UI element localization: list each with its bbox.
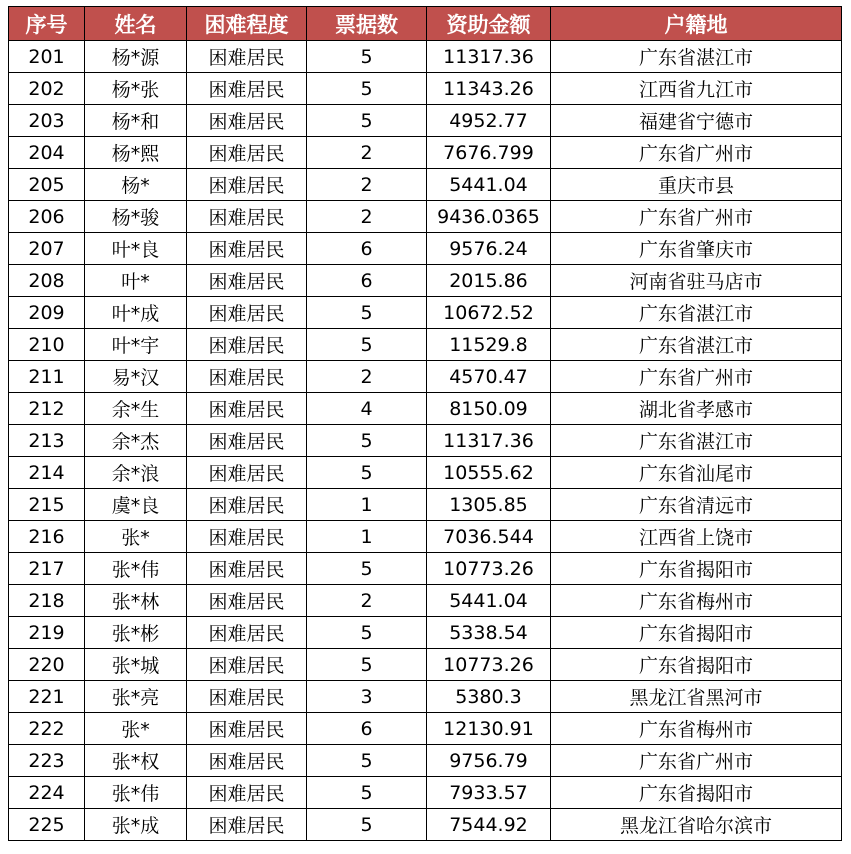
cell-receipt-count: 5 [307,297,427,329]
cell-amount: 9576.24 [427,233,551,265]
cell-receipt-count: 5 [307,425,427,457]
cell-amount: 11529.8 [427,329,551,361]
cell-index: 218 [9,585,85,617]
table-row [9,809,842,841]
cell-amount: 7933.57 [427,777,551,809]
cell-name: 杨*熙 [85,137,187,169]
header-name: 姓名 [85,7,187,41]
cell-amount: 8150.09 [427,393,551,425]
table-row [9,553,842,585]
cell-difficulty: 困难居民 [187,361,307,393]
cell-amount: 7676.799 [427,137,551,169]
cell-receipt-count: 5 [307,649,427,681]
cell-index: 210 [9,329,85,361]
cell-household: 福建省宁德市 [551,105,842,137]
cell-index: 203 [9,105,85,137]
cell-receipt-count: 1 [307,489,427,521]
cell-household: 重庆市县 [551,169,842,201]
cell-name: 张*伟 [85,777,187,809]
cell-name: 叶*成 [85,297,187,329]
cell-difficulty: 困难居民 [187,585,307,617]
cell-difficulty: 困难居民 [187,329,307,361]
table-row [9,585,842,617]
table-row [9,745,842,777]
cell-receipt-count: 2 [307,201,427,233]
cell-household: 广东省广州市 [551,745,842,777]
cell-difficulty: 困难居民 [187,105,307,137]
cell-receipt-count: 5 [307,809,427,841]
cell-receipt-count: 2 [307,137,427,169]
cell-difficulty: 困难居民 [187,73,307,105]
cell-difficulty: 困难居民 [187,265,307,297]
cell-name: 张* [85,521,187,553]
cell-amount: 4570.47 [427,361,551,393]
cell-receipt-count: 5 [307,553,427,585]
cell-index: 211 [9,361,85,393]
table-row [9,201,842,233]
cell-receipt-count: 2 [307,169,427,201]
cell-difficulty: 困难居民 [187,393,307,425]
cell-household: 广东省湛江市 [551,41,842,73]
cell-difficulty: 困难居民 [187,489,307,521]
cell-difficulty: 困难居民 [187,521,307,553]
table-row [9,521,842,553]
cell-index: 224 [9,777,85,809]
cell-name: 张*城 [85,649,187,681]
cell-difficulty: 困难居民 [187,617,307,649]
cell-receipt-count: 5 [307,41,427,73]
cell-receipt-count: 5 [307,617,427,649]
cell-index: 208 [9,265,85,297]
cell-difficulty: 困难居民 [187,201,307,233]
cell-amount: 7544.92 [427,809,551,841]
cell-index: 202 [9,73,85,105]
cell-name: 张*亮 [85,681,187,713]
cell-name: 余*浪 [85,457,187,489]
cell-difficulty: 困难居民 [187,41,307,73]
cell-index: 225 [9,809,85,841]
cell-index: 205 [9,169,85,201]
cell-difficulty: 困难居民 [187,425,307,457]
cell-name: 张*伟 [85,553,187,585]
table-row [9,649,842,681]
cell-amount: 11317.36 [427,425,551,457]
cell-index: 220 [9,649,85,681]
cell-amount: 5441.04 [427,169,551,201]
table-row [9,329,842,361]
cell-receipt-count: 6 [307,233,427,265]
cell-amount: 9756.79 [427,745,551,777]
cell-name: 杨*和 [85,105,187,137]
cell-household: 黑龙江省哈尔滨市 [551,809,842,841]
cell-receipt-count: 5 [307,777,427,809]
cell-household: 江西省上饶市 [551,521,842,553]
cell-amount: 5380.3 [427,681,551,713]
cell-amount: 7036.544 [427,521,551,553]
cell-name: 虞*良 [85,489,187,521]
table-row [9,489,842,521]
cell-receipt-count: 5 [307,745,427,777]
cell-name: 余*生 [85,393,187,425]
cell-index: 204 [9,137,85,169]
header-receipt-count: 票据数 [307,7,427,41]
cell-amount: 9436.0365 [427,201,551,233]
cell-household: 广东省揭阳市 [551,553,842,585]
cell-name: 易*汉 [85,361,187,393]
cell-difficulty: 困难居民 [187,681,307,713]
cell-household: 河南省驻马店市 [551,265,842,297]
cell-household: 广东省揭阳市 [551,777,842,809]
cell-household: 广东省梅州市 [551,713,842,745]
cell-receipt-count: 2 [307,585,427,617]
cell-household: 广东省肇庆市 [551,233,842,265]
cell-index: 213 [9,425,85,457]
cell-amount: 10672.52 [427,297,551,329]
cell-household: 广东省广州市 [551,137,842,169]
header-household: 户籍地 [551,7,842,41]
cell-index: 214 [9,457,85,489]
cell-name: 余*杰 [85,425,187,457]
cell-household: 广东省梅州市 [551,585,842,617]
cell-difficulty: 困难居民 [187,777,307,809]
table-row [9,393,842,425]
cell-difficulty: 困难居民 [187,553,307,585]
cell-household: 广东省清远市 [551,489,842,521]
cell-amount: 11343.26 [427,73,551,105]
cell-index: 201 [9,41,85,73]
cell-household: 广东省广州市 [551,361,842,393]
table-row [9,457,842,489]
cell-name: 张* [85,713,187,745]
cell-name: 张*林 [85,585,187,617]
cell-name: 杨*张 [85,73,187,105]
cell-receipt-count: 6 [307,265,427,297]
cell-index: 222 [9,713,85,745]
cell-difficulty: 困难居民 [187,233,307,265]
cell-receipt-count: 6 [307,713,427,745]
cell-receipt-count: 5 [307,457,427,489]
table-row [9,41,842,73]
cell-name: 张*权 [85,745,187,777]
cell-receipt-count: 5 [307,329,427,361]
cell-receipt-count: 2 [307,361,427,393]
cell-receipt-count: 5 [307,105,427,137]
cell-index: 219 [9,617,85,649]
cell-household: 广东省揭阳市 [551,649,842,681]
cell-name: 杨* [85,169,187,201]
cell-difficulty: 困难居民 [187,713,307,745]
cell-difficulty: 困难居民 [187,745,307,777]
table-row [9,265,842,297]
cell-household: 黑龙江省黑河市 [551,681,842,713]
header-index: 序号 [9,7,85,41]
cell-index: 216 [9,521,85,553]
cell-index: 221 [9,681,85,713]
cell-difficulty: 困难居民 [187,809,307,841]
cell-amount: 12130.91 [427,713,551,745]
cell-amount: 10555.62 [427,457,551,489]
cell-difficulty: 困难居民 [187,649,307,681]
cell-amount: 10773.26 [427,553,551,585]
cell-name: 张*成 [85,809,187,841]
table-row [9,777,842,809]
cell-household: 广东省湛江市 [551,329,842,361]
cell-receipt-count: 4 [307,393,427,425]
table-row [9,713,842,745]
header-difficulty: 困难程度 [187,7,307,41]
cell-receipt-count: 5 [307,73,427,105]
cell-difficulty: 困难居民 [187,169,307,201]
table-row [9,681,842,713]
cell-difficulty: 困难居民 [187,137,307,169]
table-row [9,105,842,137]
cell-index: 223 [9,745,85,777]
cell-difficulty: 困难居民 [187,297,307,329]
cell-amount: 1305.85 [427,489,551,521]
cell-index: 217 [9,553,85,585]
data-table [8,6,842,841]
header-row [9,7,842,41]
cell-amount: 10773.26 [427,649,551,681]
cell-household: 湖北省孝感市 [551,393,842,425]
cell-name: 叶* [85,265,187,297]
cell-name: 张*彬 [85,617,187,649]
cell-difficulty: 困难居民 [187,457,307,489]
cell-index: 206 [9,201,85,233]
cell-amount: 5441.04 [427,585,551,617]
cell-household: 江西省九江市 [551,73,842,105]
cell-receipt-count: 3 [307,681,427,713]
cell-index: 215 [9,489,85,521]
table-row [9,425,842,457]
cell-name: 杨*骏 [85,201,187,233]
cell-household: 广东省广州市 [551,201,842,233]
cell-household: 广东省汕尾市 [551,457,842,489]
cell-index: 207 [9,233,85,265]
cell-amount: 5338.54 [427,617,551,649]
header-amount: 资助金额 [427,7,551,41]
cell-amount: 11317.36 [427,41,551,73]
table-row [9,137,842,169]
table-row [9,169,842,201]
cell-household: 广东省揭阳市 [551,617,842,649]
cell-receipt-count: 1 [307,521,427,553]
cell-index: 212 [9,393,85,425]
cell-amount: 2015.86 [427,265,551,297]
table-row [9,297,842,329]
cell-name: 叶*宇 [85,329,187,361]
table-row [9,361,842,393]
table-row [9,73,842,105]
cell-index: 209 [9,297,85,329]
cell-amount: 4952.77 [427,105,551,137]
table-row [9,233,842,265]
cell-household: 广东省湛江市 [551,297,842,329]
cell-household: 广东省湛江市 [551,425,842,457]
cell-name: 杨*源 [85,41,187,73]
table-row [9,617,842,649]
cell-name: 叶*良 [85,233,187,265]
